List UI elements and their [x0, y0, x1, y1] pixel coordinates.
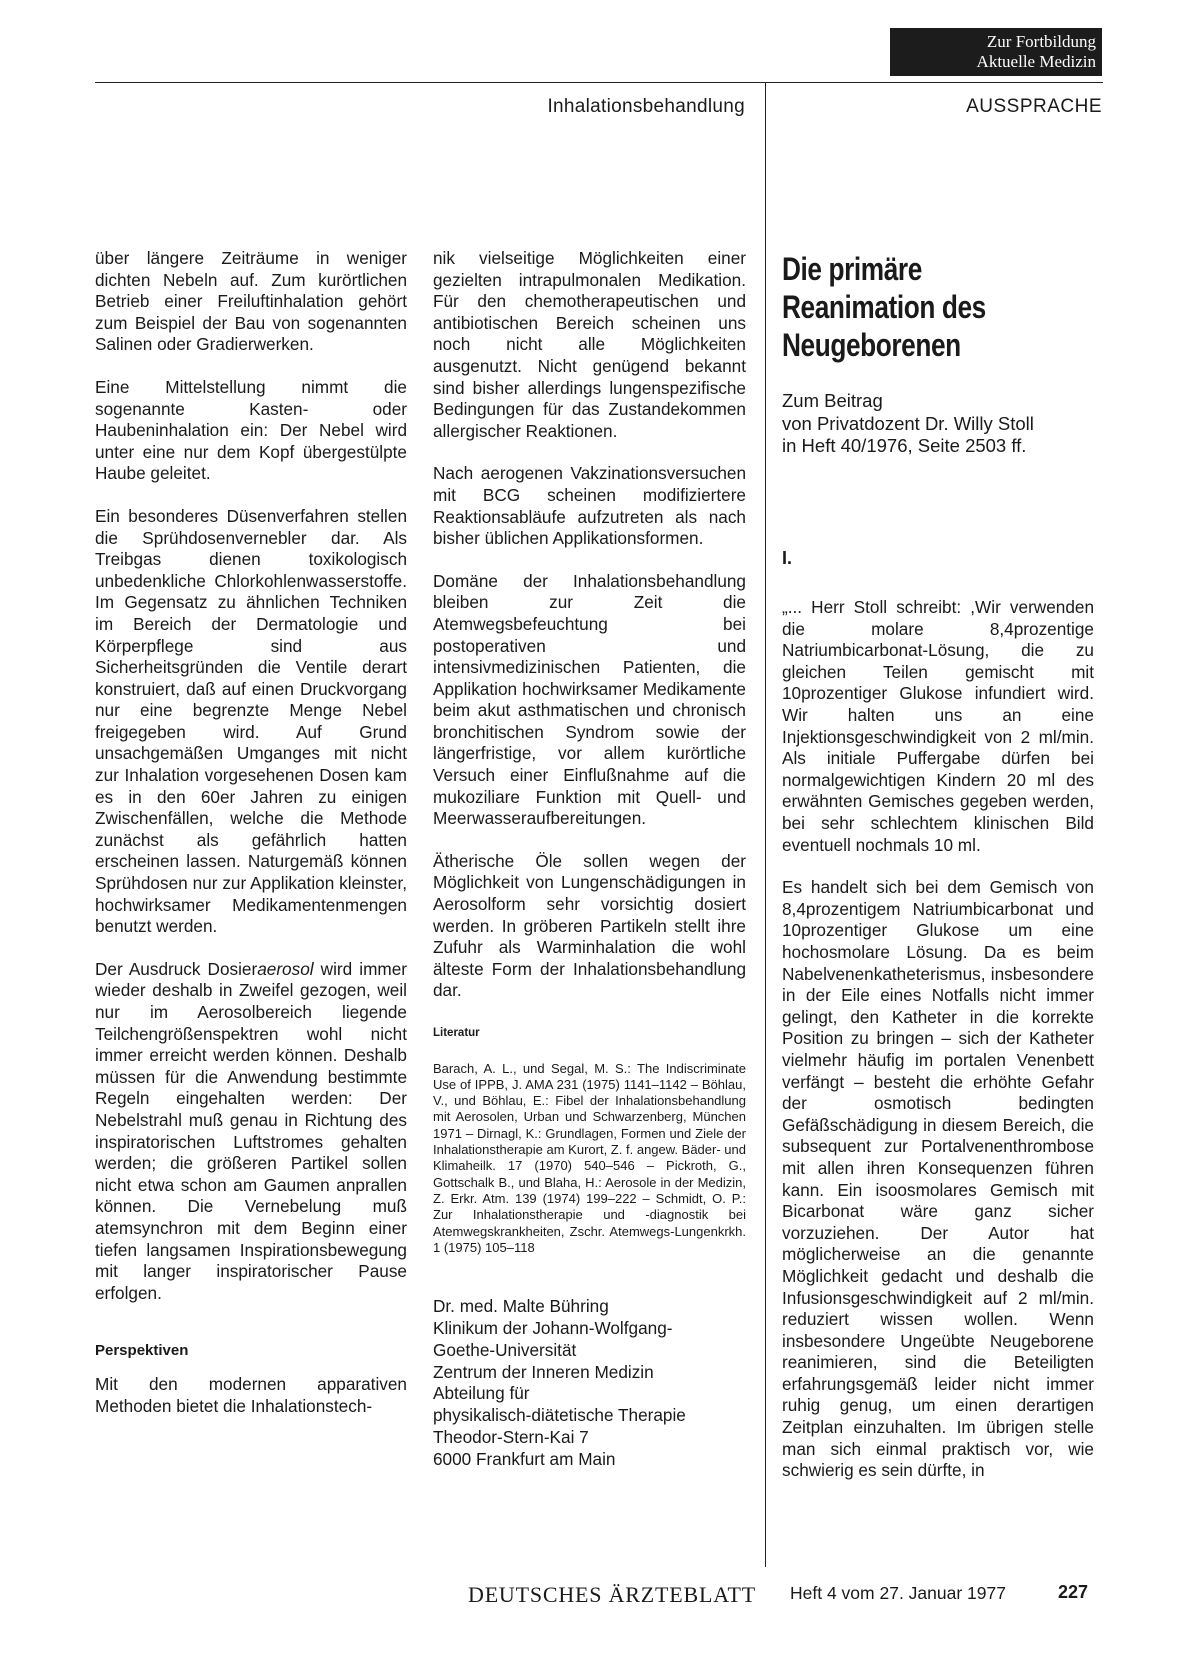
- address-line: Dr. med. Malte Bühring: [433, 1296, 609, 1317]
- article-headline: [782, 250, 1038, 364]
- page-number: 227: [1058, 1582, 1089, 1602]
- badge-line-1: Zur Fortbildung: [986, 32, 1096, 51]
- section-badge: [890, 28, 1102, 76]
- issue-info: Heft 4 vom 27. Januar 1977: [790, 1583, 1006, 1603]
- text-column-3: [782, 250, 1094, 1503]
- paragraph: Eine Mittelstellung nimmt die sogenannte Kasten- oder Haubeninhalation ein: Der Nebel wird unter eine nur dem Kopf übergestülpte Haube geleitet.: [95, 376, 407, 484]
- running-head-right: AUSSPRACHE: [966, 96, 1102, 117]
- literature-heading: Literatur: [433, 1027, 480, 1039]
- paragraph: „... Herr Stoll schreibt: ,Wir verwenden die molare 8,4prozentige Natriumbicarbonat-Lösung, die zu gleichen Teilen gemischt mit 10prozentiger Glukose infundiert wird. Wir halten uns an eine Injektionsgeschwindigkeit von 2 ml/min. Als initiale Puffergabe dürfen bei normalgewichtigen Kindern 20 ml des erwähnten Gemisches gegeben werden, bei sehr schlechtem klinischen Bild eventuell nochmals 10 ml.: [782, 597, 1094, 855]
- paragraph: [95, 959, 407, 1305]
- text-column-1: [95, 248, 407, 1438]
- italic-term: aerosol: [257, 958, 314, 979]
- paragraph: Mit den modernen apparativen Methoden bietet die Inhalationstech-: [95, 1373, 407, 1416]
- address-line: 6000 Frankfurt am Main: [433, 1448, 616, 1469]
- paragraph: Ein besonderes Düsenverfahren stellen die Sprühdosenvernebler dar. Als Treibgas dienen toxikologisch unbedenkliche Chlorkohlenwasserstoffe. Im Gegensatz zu ähnlichen Techniken im Bereich der Dermatologie und Körperpflege sind aus Sicherheitsgründen die Ventile derart konstruiert, daß auf einen Druckvorgang nur eine begrenzte Menge Nebel freigegeben wird. Auf Grund unsachgemäßen Umganges mit nicht zur Inhalation vorgesehenen Dosen kam es in den 60er Jahren zu einigen Zwischenfällen, welche die Methode zunächst als gefährlich hatten erscheinen lassen. Naturgemäß können Sprühdosen nur zur Applikation kleinster, hochwirksamer Medikamentenmengen benutzt werden.: [95, 505, 407, 937]
- text-run: Der Ausdruck Dosier: [95, 958, 258, 979]
- reference-line: Zum Beitrag: [782, 390, 883, 411]
- column-divider: [765, 82, 766, 1567]
- subheading: Perspektiven: [95, 1342, 189, 1360]
- headline-line: Reanimation des: [782, 289, 986, 325]
- running-head-left: Inhalationsbehandlung: [547, 96, 745, 117]
- text-column-2: [433, 248, 746, 1471]
- literature-list: Barach, A. L., und Segal, M. S.: The Indiscriminate Use of IPPB, J. AMA 231 (1975) 1141–1142 – Böhlau, V., und Böhlau, E.: Fibel der Inhalationsbehandlung mit Aerosolen, Urban und Schwarzenberg, München 1971 – Dirnagl, K.: Grundlagen, Formen und Ziele der Inhalationstherapie am Kurort, Z. f. angew. Bäder- und Klimaheilk. 17 (1970) 540–546 – Pickroth, G., Gottschalk B., und Blaha, H.: Aerosole in der Medizin, Z. Erkr. Atm. 139 (1974) 199–222 – Schmidt, O. P.: Zur Inhalationstherapie und -diagnostik bei Atemwegskrankheiten, Zschr. Atemwegs-Lungenkrkh. 1 (1975) 105–118: [433, 1060, 746, 1255]
- address-line: Zentrum der Inneren Medizin: [433, 1361, 654, 1382]
- reference-line: in Heft 40/1976, Seite 2503 ff.: [782, 435, 1027, 456]
- address-line: Abteilung für: [433, 1383, 530, 1404]
- badge-line-2: Aktuelle Medizin: [976, 52, 1096, 71]
- headline-line: Neugeborenen: [782, 327, 961, 363]
- address-line: physikalisch-diätetische Therapie: [433, 1405, 686, 1426]
- paragraph: Ätherische Öle sollen wegen der Möglichkeit von Lungenschädigungen in Aerosolform sehr vorsichtig dosiert werden. In gröberen Partikeln stellt ihre Zufuhr als Warminhalation die wohl älteste Form der Inhalationsbehandlung dar.: [433, 850, 746, 1001]
- address-line: Theodor-Stern-Kai 7: [433, 1426, 589, 1447]
- paragraph: über längere Zeiträume in weniger dichten Nebeln auf. Zum kurörtlichen Betrieb einer Freiluftinhalation gehört zum Beispiel der Bau von sogenannten Salinen oder Gradierwerken.: [95, 248, 407, 355]
- paragraph: Nach aerogenen Vakzinationsversuchen mit BCG scheinen modifiziertere Reaktionsabläufe aufzutreten als nach bisher üblichen Applikationsformen.: [433, 463, 746, 549]
- paragraph: Es handelt sich bei dem Gemisch von 8,4prozentigem Natriumbicarbonat und 10prozentiger Glukose um eine hochosmolare Lösung. Da es beim Nabelvenenkatheterismus, insbesondere in der Eile eines Notfalls nicht immer gelingt, den Katheter in die korrekte Position zu bringen – sich der Katheter vielmehr häufig im portalen Venenbett verfängt – besteht die erhöhte Gefahr der osmotisch bedingten Gefäßschädigung in diesem Bereich, die subsequent zur Portalvenenthrombose mit allen ihren Konsequenzen führen kann. Ein isoosmolares Gemisch mit Bicarbonat wäre ganz sicher vorzuziehen. Der Autor hat möglicherweise an die genannte Möglichkeit gedacht und deshalb die Infusionsgeschwindigkeit auf 2 ml/min. reduziert wissen wollen. Wenn insbesondere Ungeübte Neugeborene reanimieren, sind die Beteiligten erfahrungsgemäß leider nicht immer ruhig genug, um einen derartigen Zeitplan einzuhalten. Im übrigen stelle man sich einmal praktisch vor, wie schwierig es sein dürfte, in: [782, 877, 1094, 1481]
- text-run: wird immer wieder deshalb in Zweifel gezogen, weil nur im Aerosolbereich liegende Teilchengrößenspektren wohl nicht immer erreicht werden können. Deshalb müssen für die Anwendung bestimmte Regeln eingehalten werden: Der Nebelstrahl muß genau in Richtung des inspiratorischen Luftstromes gehalten werden; die größeren Partikel sollen nicht etwa schon am Gaumen anprallen können. Die Vernebelung muß atemsynchron mit dem Beginn einer tiefen langsamen Inspirationsbewegung mit langer inspiratorischer Pause erfolgen.: [95, 958, 407, 1303]
- journal-name: DEUTSCHES ÄRZTEBLATT: [468, 1582, 756, 1607]
- reference-line: von Privatdozent Dr. Willy Stoll: [782, 412, 1034, 434]
- paragraph: nik vielseitige Möglichkeiten einer gezielten intrapulmonalen Medikation. Für den chemotherapeutischen und antibiotischen Bereich scheinen uns noch nicht alle Möglichkeiten ausgenutzt. Nicht genügend bekannt sind bisher allerdings lungenspezifische Bedingungen für das Zustandekommen allergischer Reaktionen.: [433, 248, 746, 441]
- article-reference: [782, 390, 1094, 458]
- address-line: Klinikum der Johann-Wolfgang-: [433, 1317, 673, 1338]
- section-number: I.: [782, 547, 793, 568]
- header-rule: [95, 82, 1103, 83]
- address-line: Goethe-Universität: [433, 1339, 577, 1360]
- paragraph: Domäne der Inhalationsbehandlung bleiben zur Zeit die Atemwegsbefeuchtung bei postoperativen und intensivmedizinischen Patienten, die Applikation hochwirksamer Medikamente beim akut asthmatischen und chronisch bronchitischen Syndrom sowie der längerfristige, vor allem kurörtliche Versuch einer Einflußnahme auf die mukoziliare Funktion mit Quell- und Meerwasseraufbereitungen.: [433, 570, 746, 829]
- headline-line: Die primäre: [782, 251, 922, 287]
- author-address: [433, 1296, 746, 1470]
